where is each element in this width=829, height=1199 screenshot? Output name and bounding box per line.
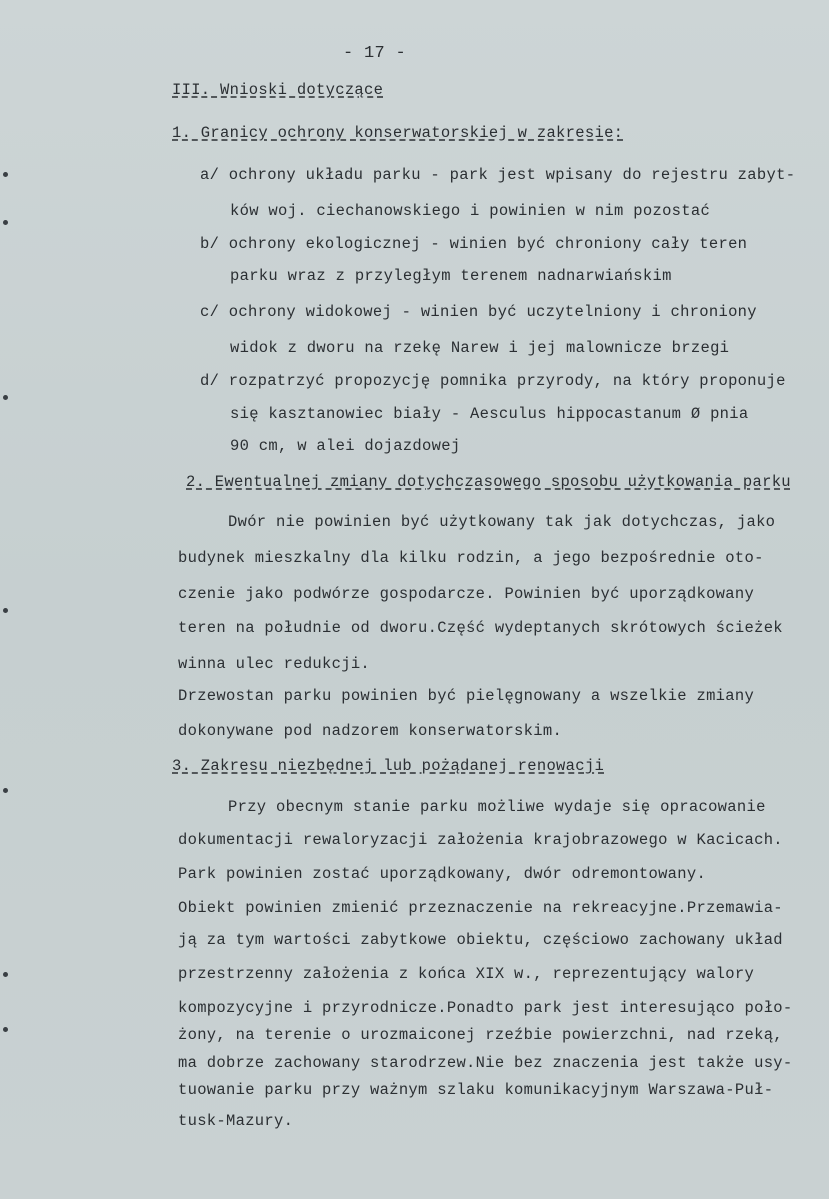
item3-line: tusk-Mazury. [178, 1112, 294, 1130]
item2-line: czenie jako podwórze gospodarcze. Powinien być uporządkowany [178, 585, 755, 603]
item3-line: ma dobrze zachowany starodrzew.Nie bez znaczenia jest także usy- [178, 1054, 793, 1072]
binder-hole [3, 395, 8, 400]
binder-hole [3, 172, 8, 177]
item3-heading: 3. Zakresu niezbędnej lub pożądanej renowacji [172, 757, 605, 775]
page-number: - 17 - [343, 44, 407, 63]
item2-line: winna ulec redukcji. [178, 655, 371, 673]
item1-line: ków woj. ciechanowskiego i powinien w nim pozostać [230, 202, 711, 220]
item1-line: 90 cm, w alei dojazdowej [230, 437, 461, 455]
item3-line: Przy obecnym stanie parku możliwe wydaje się opracowanie [228, 798, 766, 816]
item2-line: dokonywane pod nadzorem konserwatorskim. [178, 722, 563, 740]
item3-line: Obiekt powinien zmienić przeznaczenie na rekreacyjne.Przemawia- [178, 899, 783, 917]
item1-line: parku wraz z przyległym terenem nadnarwiańskim [230, 267, 672, 285]
item1-line: c/ ochrony widokowej - winien być uczytelniony i chroniony [200, 303, 757, 321]
item1-line: widok z dworu na rzekę Narew i jej malownicze brzegi [230, 339, 730, 357]
item2-heading: 2. Ewentualnej zmiany dotychczasowego sposobu użytkowania parku [186, 473, 791, 491]
binder-hole [3, 608, 8, 613]
item3-line: ją za tym wartości zabytkowe obiektu, częściowo zachowany układ [178, 931, 783, 949]
section-title: III. Wnioski dotyczące [172, 81, 384, 99]
item1-line: się kasztanowiec biały - Aesculus hippocastanum Ø pnia [230, 405, 749, 423]
binder-hole [3, 220, 8, 225]
item3-line: kompozycyjne i przyrodnicze.Ponadto park jest interesująco poło- [178, 999, 793, 1017]
item1-line: d/ rozpatrzyć propozycję pomnika przyrody, na który proponuje [200, 372, 786, 390]
item1-line: a/ ochrony układu parku - park jest wpisany do rejestru zabyt- [200, 166, 796, 184]
item2-line: Dwór nie powinien być użytkowany tak jak dotychczas, jako [228, 513, 776, 531]
item2-line: Drzewostan parku powinien być pielęgnowany a wszelkie zmiany [178, 687, 755, 705]
item2-line: teren na południe od dworu.Część wydeptanych skrótowych ścieżek [178, 619, 783, 637]
item3-line: tuowanie parku przy ważnym szlaku komunikacyjnym Warszawa-Puł- [178, 1081, 774, 1099]
binder-hole [3, 1027, 8, 1032]
item3-line: przestrzenny założenia z końca XIX w., reprezentujący walory [178, 965, 755, 983]
item2-line: budynek mieszkalny dla kilku rodzin, a jego bezpośrednie oto- [178, 549, 764, 567]
item1-heading: 1. Granicy ochrony konserwatorskiej w zakresie: [172, 124, 624, 142]
binder-hole [3, 788, 8, 793]
binder-hole [3, 972, 8, 977]
item1-line: b/ ochrony ekologicznej - winien być chroniony cały teren [200, 235, 748, 253]
item3-line: Park powinien zostać uporządkowany, dwór odremontowany. [178, 865, 707, 883]
item3-line: żony, na terenie o urozmaiconej rzeźbie powierzchni, nad rzeką, [178, 1026, 783, 1044]
item3-line: dokumentacji rewaloryzacji założenia krajobrazowego w Kacicach. [178, 831, 783, 849]
